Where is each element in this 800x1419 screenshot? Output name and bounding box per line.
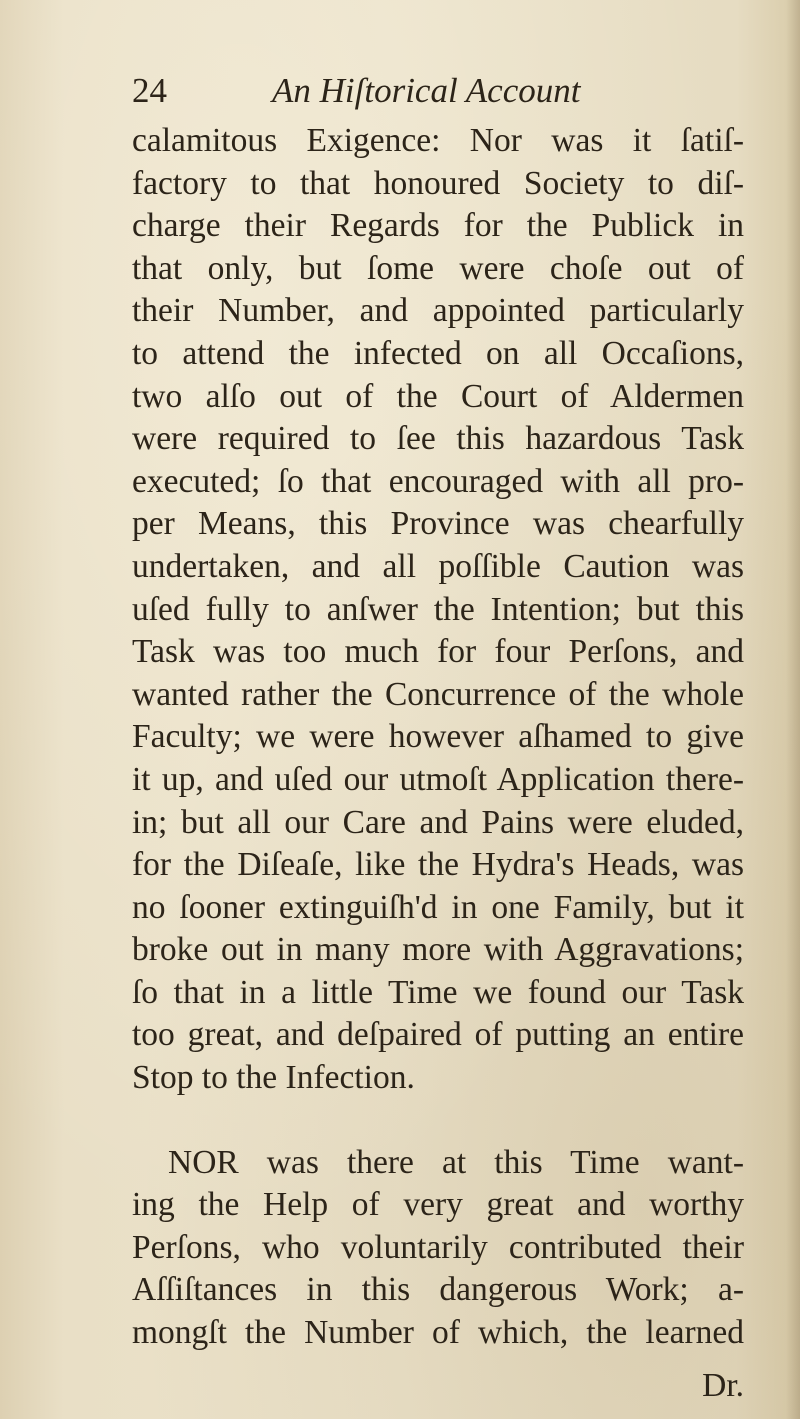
text-line: NOR was there at this Time want- [168,1143,744,1181]
text-line: for the Diſeaſe, like the Hydra's Heads, was [132,846,744,884]
text-line: Faculty; we were however aſhamed to give [132,718,744,756]
page-header [132,66,692,116]
text-line: broke out in many more with Aggravations; [132,931,744,969]
text-line: charge their Regards for the Publick in [132,207,744,245]
text-line: ſo that in a little Time we found our Task [132,973,744,1011]
running-title: An Hiſtorical Account [272,71,581,110]
body-text [132,120,744,1355]
paragraph-gap [132,1100,744,1142]
catchword: Dr. [702,1367,744,1404]
text-line: uſed fully to anſwer the Intention; but this [132,590,744,628]
text-line: Aſſiſtances in this dangerous Work; a- [132,1271,744,1309]
text-line: in; but all our Care and Pains were eluded, [132,803,744,841]
text-line: that only, but ſome were choſe out of [132,249,744,287]
text-line: it up, and uſed our utmoſt Application there- [132,760,744,798]
text-line: too great, and deſpaired of putting an entire [132,1016,744,1054]
text-line: Perſons, who voluntarily contributed their [132,1228,744,1266]
text-line: Stop to the Infection. [132,1059,415,1097]
text-line: mongſt the Number of which, the learned [132,1314,744,1352]
paragraph-1 [132,120,744,1100]
text-line: per Means, this Province was chearfully [132,505,744,543]
text-line: undertaken, and all poſſible Caution was [132,547,744,585]
text-line: two alſo out of the Court of Aldermen [132,377,744,415]
page-number: 24 [132,71,167,110]
text-line: were required to ſee this hazardous Task [132,420,744,458]
text-line: to attend the infected on all Occaſions, [132,334,744,372]
text-line: wanted rather the Concurrence of the whole [132,675,744,713]
text-line: calamitous Exigence: Nor was it ſatiſ- [132,122,744,159]
text-line: no ſooner extinguiſh'd in one Family, but it [132,888,744,926]
paragraph-2 [132,1142,744,1355]
page-edge-shadow [786,0,800,1419]
text-line: ing the Help of very great and worthy [132,1186,744,1224]
text-line: factory to that honoured Society to diſ- [132,164,744,202]
text-line: executed; ſo that encouraged with all pro- [132,462,744,500]
text-line: Task was too much for four Perſons, and [132,633,744,671]
text-line: their Number, and appointed particularly [132,292,744,330]
